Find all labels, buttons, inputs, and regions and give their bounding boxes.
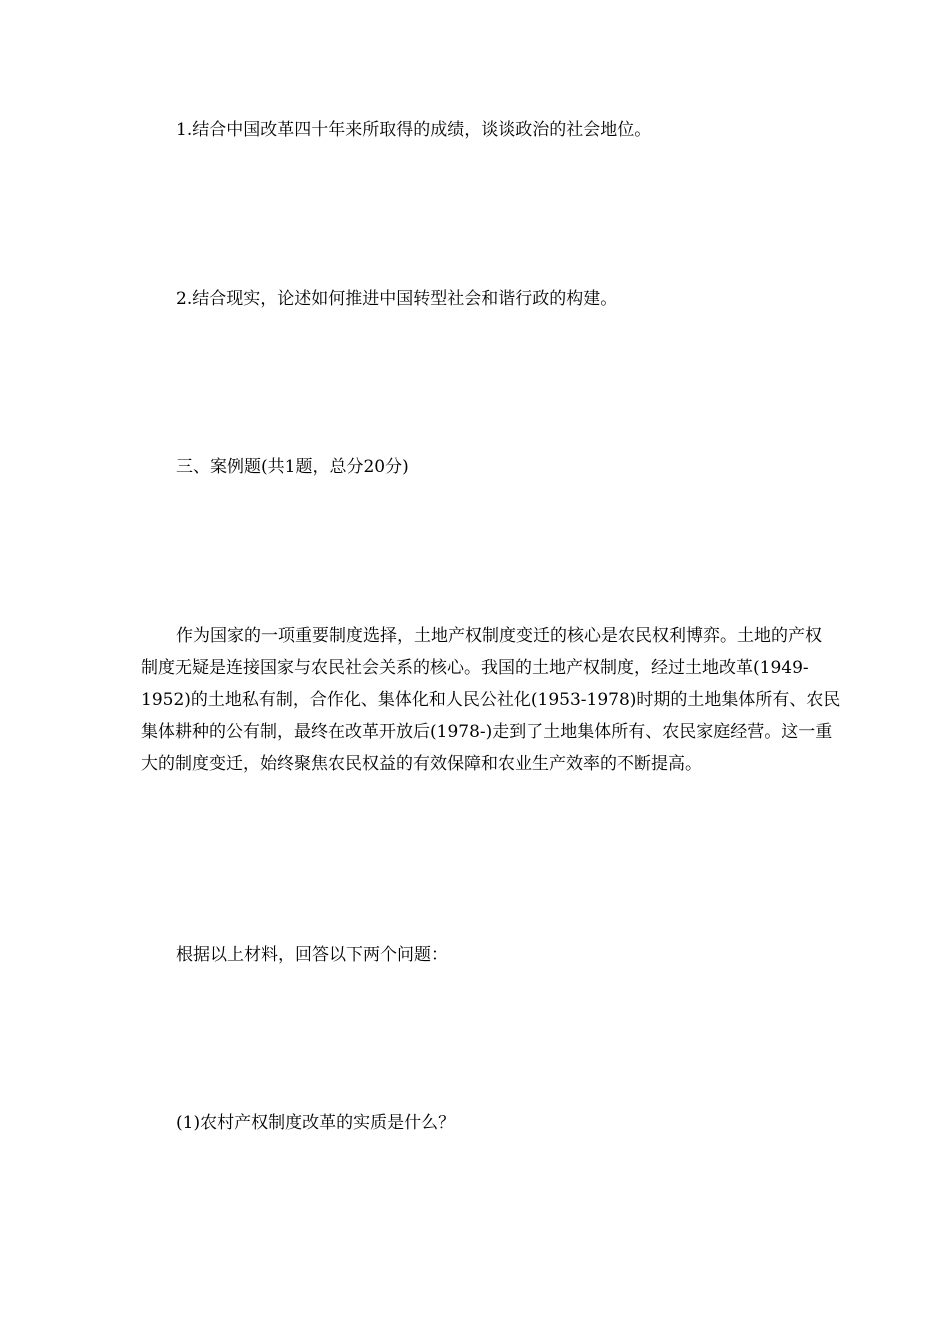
case-material-line: 大的制度变迁，始终聚焦农民权益的有效保障和农业生产效率的不断提高。 [141,754,702,774]
question-1: 1.结合中国改革四十年来所取得的成绩，谈谈政治的社会地位。 [176,120,652,140]
case-material-line: 作为国家的一项重要制度选择，土地产权制度变迁的核心是农民权利博弈。土地的产权 [176,626,822,646]
case-material-line: 1952)的土地私有制，合作化、集体化和人民公社化(1953-1978)时期的土地集体所有、农民 [141,690,841,710]
sub-question-1: (1)农村产权制度改革的实质是什么？ [176,1113,456,1133]
instruction-text: 根据以上材料，回答以下两个问题： [176,945,448,965]
case-material-paragraph [141,620,841,780]
question-2: 2.结合现实，论述如何推进中国转型社会和谐行政的构建。 [176,289,618,309]
case-material-line: 集体耕种的公有制，最终在改革开放后(1978-)走到了土地集体所有、农民家庭经营。这一重 [141,722,833,742]
case-material-line: 制度无疑是连接国家与农民社会关系的核心。我国的土地产权制度，经过土地改革(1949- [141,658,809,678]
section-3-heading: 三、案例题(共1题，总分20分) [176,457,409,477]
